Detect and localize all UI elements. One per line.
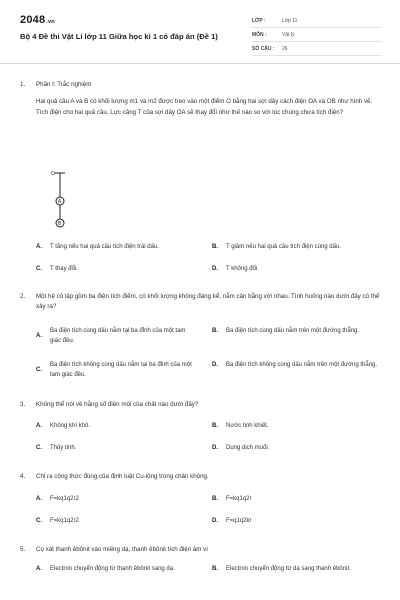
option-c[interactable]: C. F=kq1q2r2 [36, 518, 79, 524]
question-text: Một hệ cô lập gồm ba điện tích điểm, có khối lượng không đáng kể, nằm cân bằng với nhau. Tình huống nào dưới đây có thể xảy ra? [36, 293, 380, 310]
pendulum-diagram [46, 168, 76, 230]
question-text: Không thể nói về hằng số điện môi của chất nào dưới đây? [36, 401, 199, 408]
meta-key: SỐ CÂU : [252, 45, 275, 52]
section-heading: Phần I: Trắc nghiệm [36, 81, 92, 88]
meta-key: LỚP : [252, 17, 266, 24]
page-header [0, 0, 400, 62]
option-b[interactable]: B. Ba điện tích cùng dấu nằm trên một đường thẳng. [212, 328, 360, 334]
option-b[interactable]: B. Electron chuyển động từ dạ sang thanh êbônit. [212, 566, 351, 572]
question-text: Hai quả cầu A và B có khối lượng m1 và m2 được treo vào một điểm O bằng hai sợi dây cách điện OA và OB như hình vẽ. Tích điện cho hai quả cầu. Lực căng T của sợi dây OA sẽ thay đổi như thế nào so với lúc chúng chưa tích điện? [36, 98, 373, 116]
question-number: 2. [20, 293, 26, 300]
option-a[interactable]: A. Ba điện tích cùng dấu nằm tại ba đỉnh của một tam giác đều. [36, 328, 186, 344]
meta-value: Vật lý [282, 31, 295, 38]
question-1 [20, 80, 382, 118]
question-2 [20, 292, 382, 312]
meta-key: MÔN : [252, 31, 267, 38]
option-c[interactable]: C. Ba điện tích không cùng dấu nằm tại ba đỉnh của một tam giác đều. [36, 362, 192, 378]
site-logo[interactable]: 2048.vn [20, 14, 55, 26]
meta-row-subject [252, 28, 382, 42]
diagram-label-b: B [57, 221, 62, 227]
option-a[interactable]: A. F=kq1q2r2 [36, 496, 79, 502]
question-4 [20, 472, 382, 482]
option-a[interactable]: A. Không khí khô. [36, 423, 91, 429]
diagram-label-a: A [57, 199, 62, 205]
option-d[interactable]: D. T không đổi. [212, 266, 259, 272]
question-number: 1. [20, 81, 26, 88]
question-5 [20, 545, 382, 555]
option-b[interactable]: B. T giảm nếu hai quả cầu tích điện cùng dấu. [212, 244, 341, 250]
option-a[interactable]: A. T tăng nếu hai quả cầu tích điện trái dấu. [36, 244, 159, 250]
option-c[interactable]: C. T thay đổi. [36, 266, 78, 272]
question-text: Cọ xát thanh êbônit vào miếng dạ, thanh êbônit tích điện âm vì [36, 546, 208, 553]
diagram-label-o: O [51, 171, 55, 177]
option-c[interactable]: C. Thủy tinh. [36, 445, 77, 451]
option-d[interactable]: D. Ba điện tích không cùng dấu nằm trên một đường thẳng. [212, 362, 378, 368]
question-number: 5. [20, 546, 26, 553]
meta-row-class [252, 14, 382, 28]
header-divider [0, 63, 400, 64]
question-text: Chỉ ra công thức đúng của định luật Cu-lông trong chân không. [36, 473, 209, 480]
option-d[interactable]: D. F=q1q2kr [212, 518, 252, 524]
meta-row-count [252, 42, 382, 56]
meta-value: 26 [282, 45, 288, 52]
question-number: 3. [20, 401, 26, 408]
option-a[interactable]: A. Electron chuyển động từ thanh êbônit sang dạ. [36, 566, 175, 572]
meta-value: Lớp 11 [282, 17, 298, 24]
option-b[interactable]: B. F=kq1q2r [212, 496, 252, 502]
option-d[interactable]: D. Dung dịch muối. [212, 445, 270, 451]
question-3 [20, 400, 382, 410]
option-b[interactable]: B. Nước tinh khiết. [212, 423, 269, 429]
meta-table [252, 14, 382, 56]
question-number: 4. [20, 473, 26, 480]
document-title: Bộ 4 Đề thi Vật Lí lớp 11 Giữa học kì 1 có đáp án (Đề 1) [20, 32, 218, 41]
